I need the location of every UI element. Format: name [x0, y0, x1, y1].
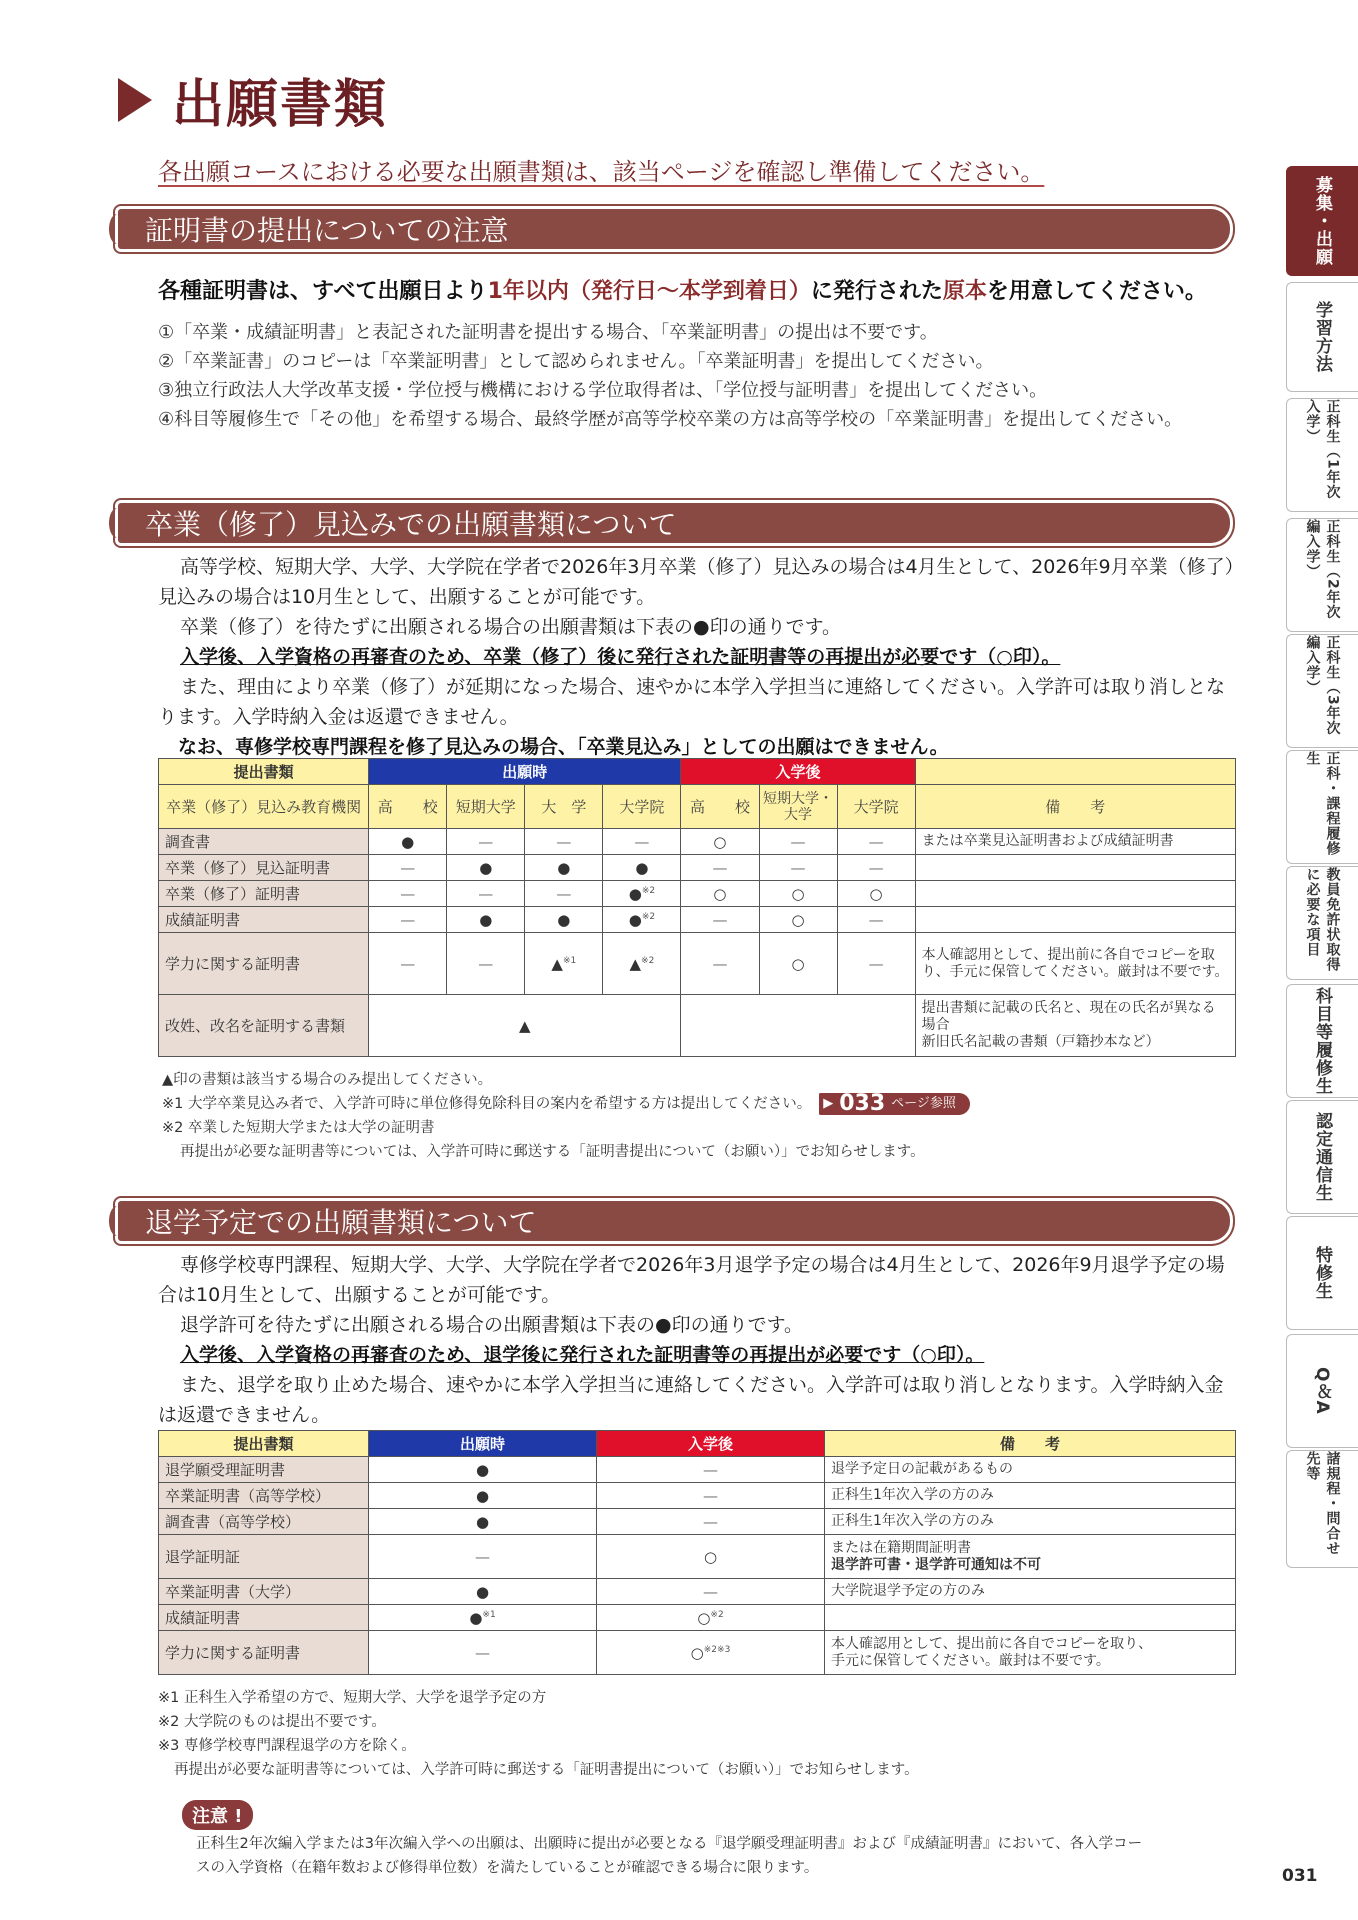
table-cell: — — [681, 907, 759, 933]
graduation-footnotes — [162, 1068, 1242, 1164]
warning-icon: ! — [234, 1806, 243, 1827]
table-cell: ● — [369, 829, 447, 855]
table-cell: — — [525, 881, 603, 907]
col-header-remark: 備 考 — [915, 785, 1235, 829]
section-heading-graduation: 卒業（修了）見込みでの出願書類について — [115, 500, 1233, 546]
row-label: 卒業証明書（高等学校） — [159, 1483, 369, 1509]
table-cell: ● — [447, 907, 525, 933]
col-header: 大学院 — [603, 785, 681, 829]
note-line: 退学予定日の記載があるもの — [831, 1461, 1013, 1477]
col-header: 大 学 — [525, 785, 603, 829]
paragraph: 高等学校、短期大学、大学、大学院在学者で2026年3月卒業（修了）見込みの場合は4月生として、2026年9月卒業（修了）見込みの場合は10月生として、出願することが可能です。 — [158, 556, 1235, 608]
note-item: ③独立行政法人大学改革支援・学位授与機構における学位取得者は、「学位授与証明書」を提出してください。 — [158, 380, 1048, 401]
table-cell: — — [681, 933, 759, 995]
table-cell: — — [603, 829, 681, 855]
page-number: 031 — [1282, 1866, 1318, 1886]
note-item: ②「卒業証書」のコピーは「卒業証明書」として認められません。「卒業証明書」を提出してください。 — [158, 351, 994, 372]
table-cell: — — [447, 829, 525, 855]
paragraph: 専修学校専門課程、短期大学、大学、大学院在学者で2026年3月退学予定の場合は4月生として、2026年9月退学予定の場合は10月生として、出願することが可能です。 — [158, 1254, 1225, 1306]
sidebar-tab[interactable]: 正科生（3年次編入学） — [1286, 634, 1358, 748]
row-label: 改姓、改名を証明する書類 — [159, 995, 369, 1057]
footnote-ref-line — [162, 1092, 1242, 1116]
table-row — [159, 1457, 1236, 1483]
paragraph-bold: なお、専修学校専門課程を修了見込みの場合、「卒業見込み」としての出願はできません。 — [178, 736, 949, 758]
withdrawal-footnotes — [158, 1686, 1238, 1782]
col-header: 大学院 — [837, 785, 915, 829]
note-line: 退学許可書・退学許可通知は不可 — [831, 1556, 1041, 1573]
table-cell: — — [369, 881, 447, 907]
sidebar-tab[interactable]: 正科生（1年次入学） — [1286, 398, 1358, 512]
table-cell: ○$^{※2}$ — [597, 1605, 825, 1631]
row-note — [825, 1579, 1236, 1605]
row-note — [825, 1605, 1236, 1631]
table-cell: ▲ — [369, 995, 681, 1057]
table-cell: ● — [369, 1483, 597, 1509]
page-title: 出願書類 — [172, 75, 389, 135]
table-cell: — — [597, 1483, 825, 1509]
table-row — [159, 933, 1236, 995]
table-row — [159, 1631, 1236, 1675]
triangle-icon — [118, 78, 152, 122]
footnote: ※2 卒業した短期大学または大学の証明書 — [162, 1120, 435, 1136]
table-cell: ○ — [837, 881, 915, 907]
note-line: 本人確認用として、提出前に各自でコピーを取り、 — [831, 1635, 1153, 1652]
table-cell: ○ — [759, 881, 837, 907]
table-cell: — — [759, 829, 837, 855]
lead-text: 各出願コースにおける必要な出願書類は、該当ページを確認し準備してください。 — [158, 158, 1045, 186]
sidebar-tab[interactable]: 募集・出願 — [1286, 166, 1358, 276]
row-label: 調査書（高等学校） — [159, 1509, 369, 1535]
caution-text — [196, 1832, 1236, 1880]
table-cell: — — [525, 829, 603, 855]
table-cell: ● — [369, 1457, 597, 1483]
table-cell: ● — [369, 1509, 597, 1535]
table-cell: — — [369, 1535, 597, 1579]
row-note — [825, 1483, 1236, 1509]
row-label: 退学証明証 — [159, 1535, 369, 1579]
row-label: 学力に関する証明書 — [159, 933, 369, 995]
header-docs: 提出書類 — [159, 759, 369, 785]
sidebar-tab[interactable]: 諸規程・問合せ先等 — [1286, 1450, 1358, 1568]
header-after: 入学後 — [681, 759, 915, 785]
withdrawal-table — [158, 1430, 1236, 1675]
table-cell: ○ — [681, 881, 759, 907]
table-cell: — — [597, 1579, 825, 1605]
table-cell: — — [837, 933, 915, 995]
table-row — [159, 1605, 1236, 1631]
paragraph: また、退学を取り止めた場合、速やかに本学入学担当に連絡してください。入学許可は取り消しとなります。入学時納入金は返還できません。 — [158, 1374, 1224, 1426]
row-note — [825, 1535, 1236, 1579]
table-cell: ●$^{※2}$ — [603, 881, 681, 907]
header-after: 入学後 — [597, 1431, 825, 1457]
table-row — [159, 1579, 1236, 1605]
section-heading-certificates: 証明書の提出についての注意 — [115, 206, 1233, 252]
col-header: 短期大学 — [447, 785, 525, 829]
subheader-label: 卒業（修了）見込み教育機関 — [159, 785, 369, 829]
sidebar-tab[interactable]: 学習方法 — [1286, 282, 1358, 392]
row-label: 退学願受理証明書 — [159, 1457, 369, 1483]
footnote: ▲印の書類は該当する場合のみ提出してください。 — [162, 1072, 493, 1088]
row-note — [825, 1631, 1236, 1675]
caution-line: スの入学資格（在籍年数および修得単位数）を満たしていることが確認できる場合に限ります。 — [196, 1860, 819, 1876]
header-apply: 出願時 — [369, 759, 681, 785]
row-label: 卒業（修了）証明書 — [159, 881, 369, 907]
sidebar-tab[interactable]: 正科・課程履修生 — [1286, 750, 1358, 864]
table-cell: — — [447, 881, 525, 907]
certificate-rule: 各種証明書は、すべて出願日より1年以内（発行日〜本学到着日）に発行された原本を用意してください。 — [158, 279, 1207, 304]
table-cell: — — [837, 907, 915, 933]
row-label: 成績証明書 — [159, 1605, 369, 1631]
table-cell: ●$^{※1}$ — [369, 1605, 597, 1631]
note-line: または在籍期間証明書 — [831, 1539, 971, 1556]
footnote: ※3 専修学校専門課程退学の方を除く。 — [158, 1738, 416, 1754]
table-cell: ● — [525, 855, 603, 881]
header-docs: 提出書類 — [159, 1431, 369, 1457]
sidebar-tab[interactable]: Q＆A — [1286, 1334, 1358, 1448]
col-header: 高 校 — [681, 785, 759, 829]
row-label: 成績証明書 — [159, 907, 369, 933]
sidebar-tab[interactable]: 特修生 — [1286, 1216, 1358, 1330]
caution-badge: 注意 ! — [182, 1800, 253, 1830]
paragraph: 卒業（修了）を待たずに出願される場合の出願書類は下表の●印の通りです。 — [180, 616, 842, 638]
row-note — [825, 1509, 1236, 1535]
row-note — [915, 907, 1235, 933]
table-cell: — — [447, 933, 525, 995]
table-cell: ● — [447, 855, 525, 881]
table-cell: ● — [603, 855, 681, 881]
row-note — [915, 881, 1235, 907]
table-cell: ○$^{※2※3}$ — [597, 1631, 825, 1675]
sidebar-tab[interactable]: 正科生（2年次編入学） — [1286, 518, 1358, 632]
table-cell: — — [837, 855, 915, 881]
paragraph: また、理由により卒業（修了）が延期になった場合、速やかに本学入学担当に連絡してください。入学許可は取り消しとなります。入学時納入金は返還できません。 — [158, 676, 1226, 728]
table-cell: — — [369, 907, 447, 933]
col-header: 高 校 — [369, 785, 447, 829]
table-cell: ○ — [759, 907, 837, 933]
note-line: 大学院退学予定の方のみ — [831, 1583, 985, 1599]
table-cell: — — [681, 855, 759, 881]
table-cell: ▲$^{※2}$ — [603, 933, 681, 995]
row-label: 学力に関する証明書 — [159, 1631, 369, 1675]
footnote: 再提出が必要な証明書等については、入学許可時に郵送する「証明書提出について（お願い）」でお知らせします。 — [180, 1144, 925, 1160]
note-item: ①「卒業・成績証明書」と表記された証明書を提出する場合、「卒業証明書」の提出は不要です。 — [158, 322, 938, 343]
table-cell: ● — [525, 907, 603, 933]
table-cell: ○ — [681, 829, 759, 855]
table-cell: ●$^{※2}$ — [603, 907, 681, 933]
table-cell: ○ — [597, 1535, 825, 1579]
header-remark: 備 考 — [825, 1431, 1236, 1457]
paragraph-emphasis: 入学後、入学資格の再審査のため、卒業（修了）後に発行された証明書等の再提出が必要です（○印）。 — [180, 646, 1061, 668]
sidebar-tab[interactable]: 科目等履修生 — [1286, 984, 1358, 1098]
row-note: または卒業見込証明書および成績証明書 — [915, 829, 1235, 855]
row-label: 卒業証明書（大学） — [159, 1579, 369, 1605]
table-cell: — — [369, 1631, 597, 1675]
table-row — [159, 1509, 1236, 1535]
table-row — [159, 907, 1236, 933]
caution-line: 正科生2年次編入学または3年次編入学への出願は、出願時に提出が必要となる『退学願受理証明書』および『成績証明書』において、各入学コー — [196, 1836, 1143, 1852]
table-row — [159, 881, 1236, 907]
row-label: 調査書 — [159, 829, 369, 855]
table-cell: — — [837, 829, 915, 855]
sidebar-tab[interactable]: 教員免許状取得に必要な項目 — [1286, 866, 1358, 980]
footnote: ※2 大学院のものは提出不要です。 — [158, 1714, 386, 1730]
table-row — [159, 829, 1236, 855]
certificate-notes — [158, 318, 1238, 434]
table-cell: ○ — [759, 933, 837, 995]
note-line: 手元に保管してください。厳封は不要です。 — [831, 1652, 1110, 1669]
table-row — [159, 855, 1236, 881]
page-title-block — [118, 62, 388, 137]
table-cell: — — [597, 1509, 825, 1535]
footnote: ※1 正科生入学希望の方で、短期大学、大学を退学予定の方 — [158, 1690, 547, 1706]
graduation-text — [158, 552, 1238, 762]
table-cell: ▲$^{※1}$ — [525, 933, 603, 995]
withdrawal-text — [158, 1250, 1238, 1430]
row-note: 本人確認用として、提出前に各自でコピーを取り、手元に保管してください。厳封は不要です。 — [915, 933, 1235, 995]
footnote: ※1 大学卒業見込み者で、入学許可時に単位修得免除科目の案内を希望する方は提出してください。 — [162, 1096, 812, 1112]
graduation-table — [158, 758, 1236, 1057]
paragraph: 退学許可を待たずに出願される場合の出願書類は下表の●印の通りです。 — [180, 1314, 804, 1336]
row-note: 提出書類に記載の氏名と、現在の氏名が異なる場合 新旧氏名記載の書類（戸籍抄本など） — [915, 995, 1235, 1057]
table-cell: ● — [369, 1579, 597, 1605]
page-reference-badge: ▶ 033 ページ参照 — [819, 1093, 970, 1115]
section-heading-withdrawal: 退学予定での出願書類について — [115, 1198, 1233, 1244]
table-cell: — — [759, 855, 837, 881]
table-cell: — — [369, 855, 447, 881]
paragraph-emphasis: 入学後、入学資格の再審査のため、退学後に発行された証明書等の再提出が必要です（○印）。 — [180, 1344, 985, 1366]
col-header: 短期大学・大学 — [759, 785, 837, 829]
footnote: 再提出が必要な証明書等については、入学許可時に郵送する「証明書提出について（お願い）」でお知らせします。 — [174, 1762, 919, 1778]
table-cell: — — [597, 1457, 825, 1483]
row-label: 卒業（修了）見込証明書 — [159, 855, 369, 881]
row-note — [825, 1457, 1236, 1483]
row-note — [915, 855, 1235, 881]
sidebar-tab[interactable]: 認定通信生 — [1286, 1100, 1358, 1214]
table-row — [159, 1483, 1236, 1509]
table-row — [159, 1535, 1236, 1579]
note-line: 正科生1年次入学の方のみ — [831, 1487, 994, 1503]
note-item: ④科目等履修生で「その他」を希望する場合、最終学歴が高等学校卒業の方は高等学校の「卒業証明書」を提出してください。 — [158, 409, 1183, 430]
header-apply: 出願時 — [369, 1431, 597, 1457]
note-line: 正科生1年次入学の方のみ — [831, 1513, 994, 1529]
table-cell: — — [369, 933, 447, 995]
